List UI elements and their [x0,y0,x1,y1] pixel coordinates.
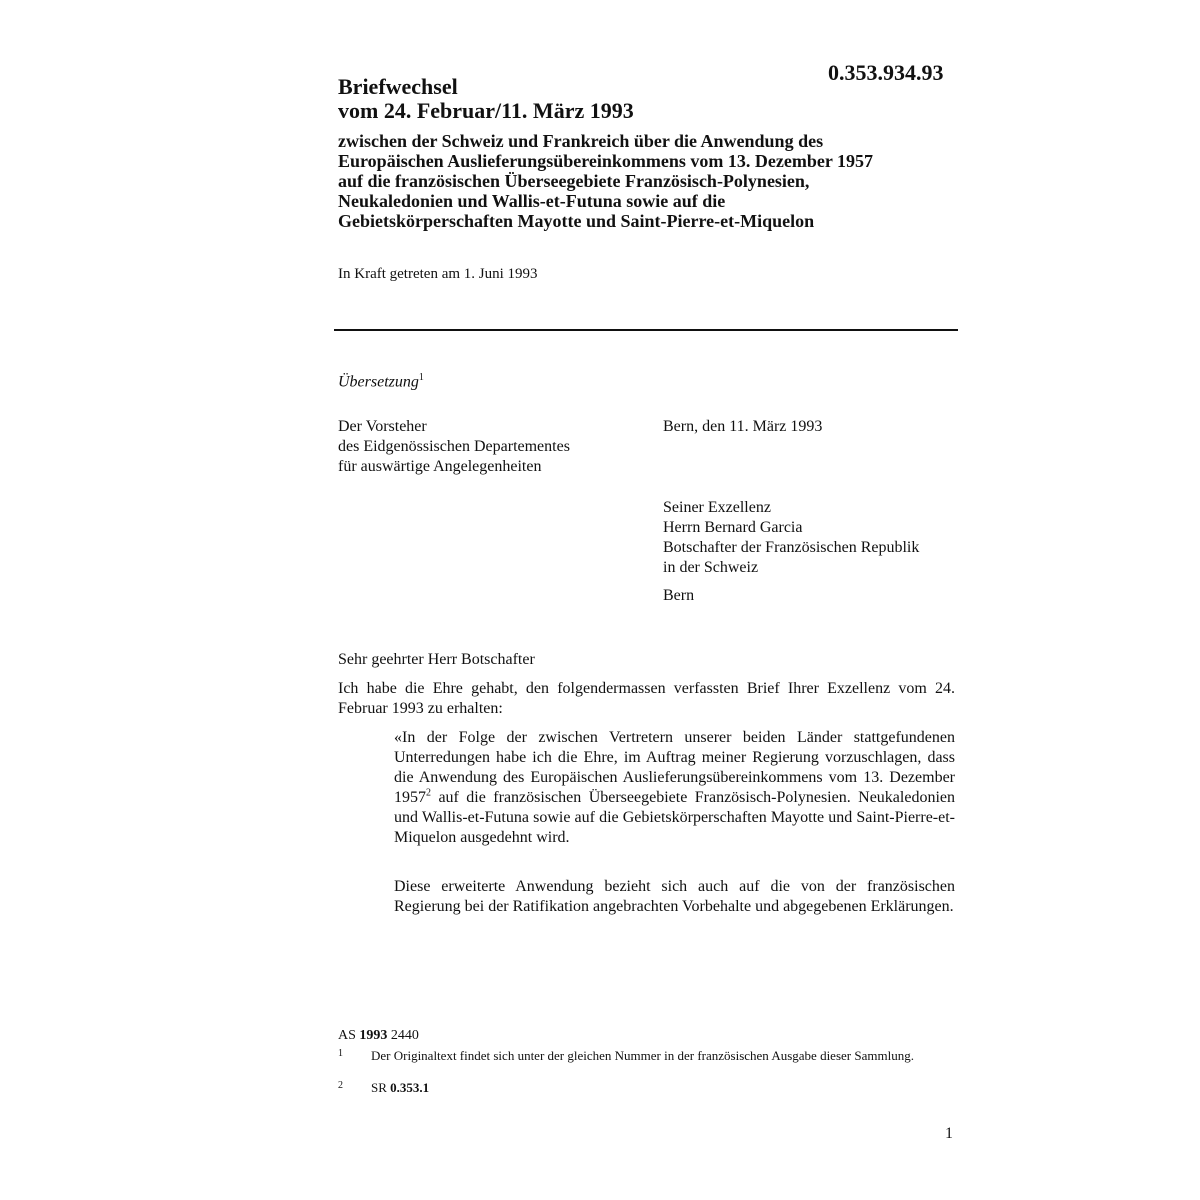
recipient-block [663,498,919,578]
as-reference [338,1028,419,1044]
as-page: 2440 [390,1028,419,1043]
letter-date: Bern, den 11. März 1993 [663,418,823,435]
sender-line: des Eidgenössischen Departementes [338,438,570,455]
page-number: 1 [945,1125,953,1142]
header-divider [334,329,958,331]
sr-number: 0.353.934.93 [828,60,944,85]
subtitle-line: Neukaledonien und Wallis-et-Futuna sowie auf die [338,191,726,211]
in-force-date: In Kraft getreten am 1. Juni 1993 [338,266,538,282]
as-prefix: AS [338,1028,356,1043]
footnote-marker[interactable]: 2 [426,787,431,799]
recipient-line: Herrn Bernard Garcia [663,519,803,536]
document-subtitle [338,131,968,231]
footnote-sr-link[interactable]: 0.353.1 [390,1080,430,1095]
footnote-number: 1 [338,1048,343,1059]
recipient-line: Seiner Exzellenz [663,499,771,516]
title-line: vom 24. Februar/11. März 1993 [338,98,634,123]
subtitle-line: zwischen der Schweiz und Frankreich über die Anwendung des [338,131,824,151]
quoted-paragraph [394,728,955,848]
as-year: 1993 [359,1028,388,1043]
subtitle-line: Gebietskörperschaften Mayotte und Saint-Pierre-et-Miquelon [338,211,815,231]
quote-text: auf die französischen Überseegebiete Französisch-Polynesien. Neukaledonien und Wallis-et-Futuna sowie auf die Gebietskörperschaften Mayotte und Saint-Pierre-et-Miquelon ausgedehnt wird. [394,789,955,846]
sender-line: Der Vorsteher [338,418,427,435]
recipient-line: Botschafter der Französischen Republik [663,539,920,556]
footnote-number: 2 [338,1080,343,1091]
subtitle-line: auf die französischen Überseegebiete Französisch-Polynesien, [338,171,810,191]
recipient-line: in der Schweiz [663,559,759,576]
translation-label: Übersetzung [338,373,419,391]
quoted-paragraph: Diese erweiterte Anwendung bezieht sich auch auf die von der französischen Regierung bei der Ratifikation angebrachten Vorbehalte und abgegebenen Erklärungen. [394,878,955,915]
footnote-sr-prefix: SR [371,1080,387,1095]
title-line: Briefwechsel [338,74,458,99]
salutation: Sehr geehrter Herr Botschafter [338,651,535,668]
document-title [338,75,634,123]
subtitle-line: Europäischen Auslieferungsübereinkommens vom 13. Dezember 1957 [338,151,874,171]
quote-text: «In der Folge der zwischen Vertretern unserer beiden Länder stattgefundenen Unterredungen habe ich die Ehre, im Auftrag meiner Regierung vorzuschlagen, dass die Anwendung des Europäischen Auslieferungsübereinkommens vom 13. Dezember 1957 [394,729,955,806]
sender-line: für auswärtige Angelegenheiten [338,458,542,475]
sender-block [338,417,570,477]
translation-note [338,372,424,391]
footnote-text: Der Originaltext findet sich unter der gleichen Nummer in der französischen Ausgabe dieser Sammlung. [371,1048,914,1063]
footnote-marker[interactable]: 1 [418,372,424,383]
recipient-city: Bern [663,587,695,604]
intro-paragraph: Ich habe die Ehre gehabt, den folgendermassen verfassten Brief Ihrer Exzellenz vom 24. Februar 1993 zu erhalten: [338,680,955,717]
footnote-text [371,1081,971,1095]
